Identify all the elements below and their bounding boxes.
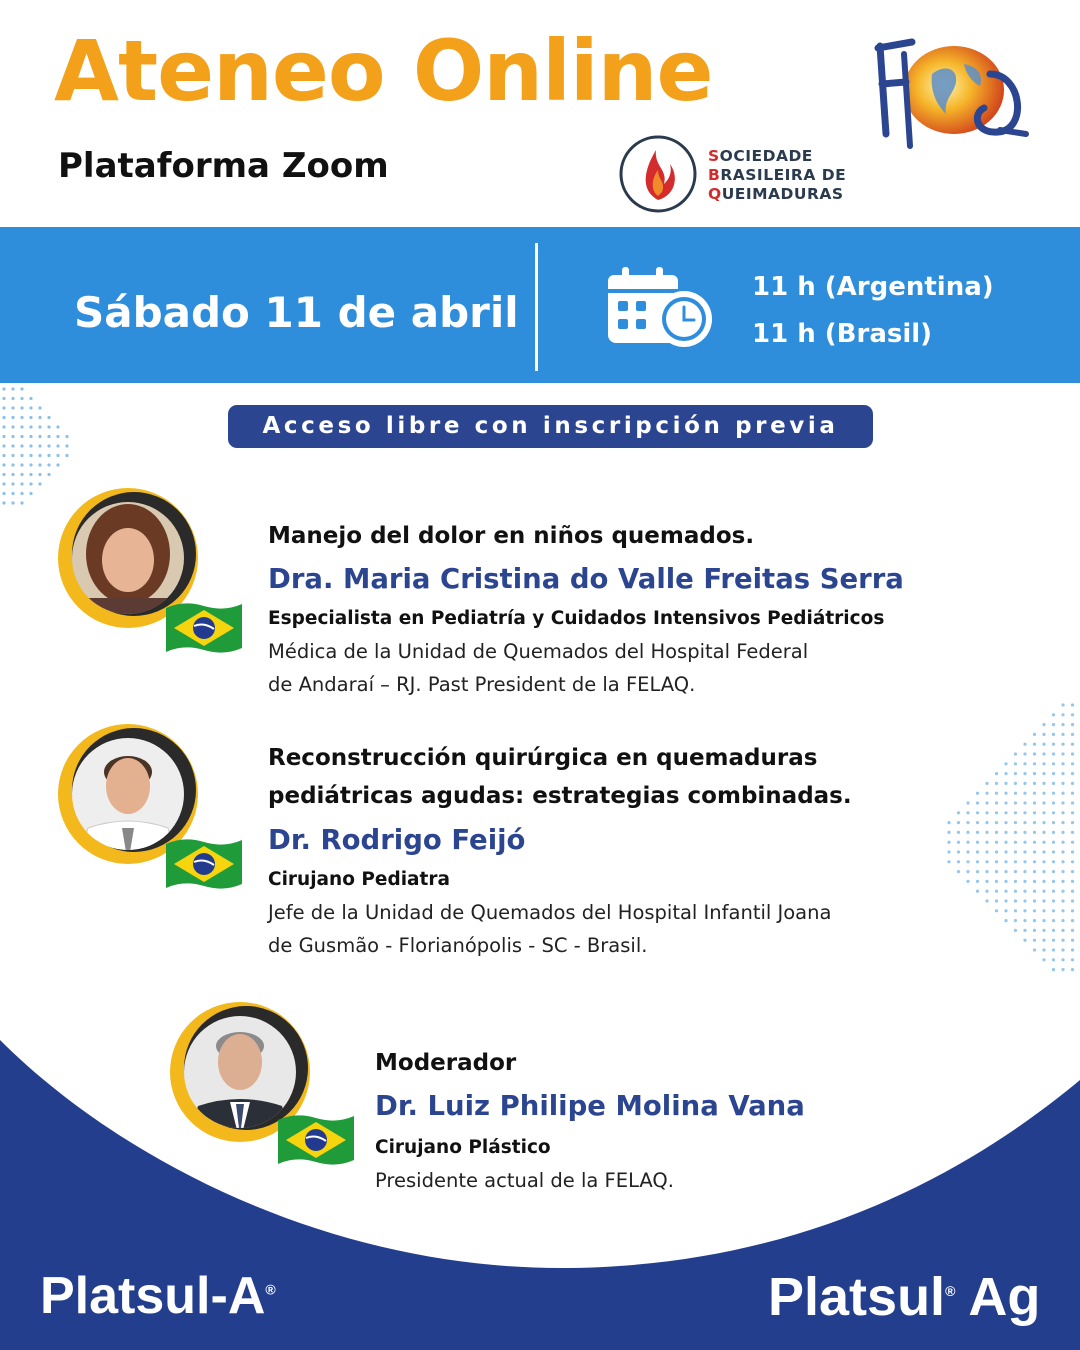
access-badge: Acceso libre con inscripción previa xyxy=(228,405,873,448)
date-band xyxy=(0,227,1080,383)
talk-2-title-line-2: pediátricas agudas: estrategias combinadas. xyxy=(268,783,852,809)
sbq-line-1: SOCIEDADE xyxy=(708,147,813,165)
time-argentina: 11 h (Argentina) xyxy=(752,272,994,302)
brand-platsul-ag xyxy=(768,1266,1040,1328)
brand-platsul-a xyxy=(40,1266,276,1326)
brand-platsul-ag-suffix: Ag xyxy=(968,1267,1041,1327)
band-divider xyxy=(535,243,538,371)
talk-1-title: Manejo del dolor en niños quemados. xyxy=(268,523,755,549)
talk-2-speaker: Dr. Rodrigo Feijó xyxy=(268,824,526,856)
platform-label: Plataforma Zoom xyxy=(58,146,389,186)
talk-1-bio-line-1: Médica de la Unidad de Quemados del Hospital Federal xyxy=(268,640,809,663)
brand-platsul-a-text: Platsul-A xyxy=(40,1267,266,1325)
registered-mark: ® xyxy=(945,1283,956,1299)
registered-mark: ® xyxy=(265,1281,276,1298)
moderator-bio: Presidente actual de la FELAQ. xyxy=(375,1169,674,1192)
sbq-logo-text xyxy=(708,147,846,204)
event-date: Sábado 11 de abril xyxy=(74,288,519,337)
talk-1-specialty: Especialista en Pediatría y Cuidados Intensivos Pediátricos xyxy=(268,608,885,629)
brazil-flag-icon xyxy=(164,834,244,892)
brazil-flag-icon xyxy=(164,598,244,656)
time-brasil: 11 h (Brasil) xyxy=(752,319,933,349)
sbq-line-3: QUEIMADURAS xyxy=(708,185,844,203)
talk-2-title-line-1: Reconstrucción quirúrgica en quemaduras xyxy=(268,745,818,771)
calendar-clock-icon xyxy=(606,267,716,347)
sbq-flame-logo xyxy=(618,134,698,214)
moderator-name: Dr. Luiz Philipe Molina Vana xyxy=(375,1090,805,1122)
sbq-line-2: BRASILEIRA DE xyxy=(708,166,847,184)
dot-pattern-right xyxy=(945,700,1080,980)
brazil-flag-icon xyxy=(276,1110,356,1168)
talk-2-bio-line-1: Jefe de la Unidad de Quemados del Hospital Infantil Joana xyxy=(268,901,832,924)
moderator-specialty: Cirujano Plástico xyxy=(375,1137,551,1158)
talk-2-specialty: Cirujano Pediatra xyxy=(268,869,450,890)
moderator-role: Moderador xyxy=(375,1050,517,1076)
event-title: Ateneo Online xyxy=(54,22,713,120)
talk-2-bio-line-2: de Gusmão - Florianópolis - SC - Brasil. xyxy=(268,934,648,957)
brand-platsul-ag-main: Platsul xyxy=(768,1267,946,1327)
talk-1-bio-line-2: de Andaraí – RJ. Past President de la FELAQ. xyxy=(268,673,696,696)
talk-1-speaker: Dra. Maria Cristina do Valle Freitas Serra xyxy=(268,563,904,595)
felaq-logo xyxy=(872,34,1032,154)
